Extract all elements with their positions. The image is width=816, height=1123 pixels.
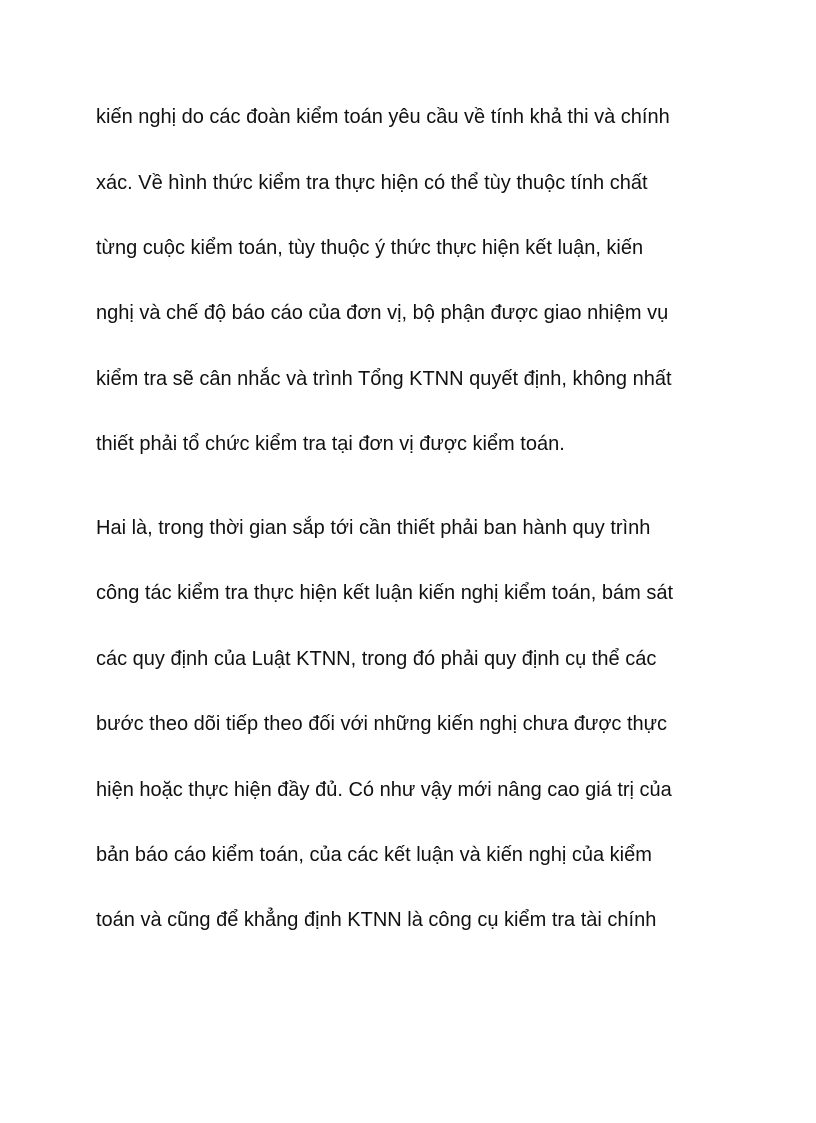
paragraph-1-line-6: thiết phải tổ chức kiểm tra tại đơn vị được kiểm toán. xyxy=(96,433,565,455)
paragraph-2-line-5: hiện hoặc thực hiện đầy đủ. Có như vậy mới nâng cao giá trị của xyxy=(96,779,672,801)
paragraph-2-line-4: bước theo dõi tiếp theo đối với những kiến nghị chưa được thực xyxy=(96,713,668,735)
paragraph-1-line-5: kiểm tra sẽ cân nhắc và trình Tổng KTNN quyết định, không nhất xyxy=(96,368,672,390)
paragraph-2-line-7: toán và cũng để khẳng định KTNN là công cụ kiểm tra tài chính xyxy=(96,909,657,931)
paragraph-2-line-3: các quy định của Luật KTNN, trong đó phải quy định cụ thể các xyxy=(96,648,657,670)
paragraph-1-line-4: nghị và chế độ báo cáo của đơn vị, bộ phận được giao nhiệm vụ xyxy=(96,302,669,324)
paragraph-1-line-2: xác. Về hình thức kiểm tra thực hiện có thể tùy thuộc tính chất xyxy=(96,172,648,194)
paragraph-2-line-1: Hai là, trong thời gian sắp tới cần thiết phải ban hành quy trình xyxy=(96,517,651,539)
paragraph-1-line-1: kiến nghị do các đoàn kiểm toán yêu cầu về tính khả thi và chính xyxy=(96,106,670,128)
paragraph-2-line-2: công tác kiểm tra thực hiện kết luận kiến nghị kiểm toán, bám sát xyxy=(96,582,674,604)
paragraph-2-line-6: bản báo cáo kiểm toán, của các kết luận và kiến nghị của kiểm xyxy=(96,844,652,866)
paragraph-1-line-3: từng cuộc kiểm toán, tùy thuộc ý thức thực hiện kết luận, kiến xyxy=(96,237,644,259)
